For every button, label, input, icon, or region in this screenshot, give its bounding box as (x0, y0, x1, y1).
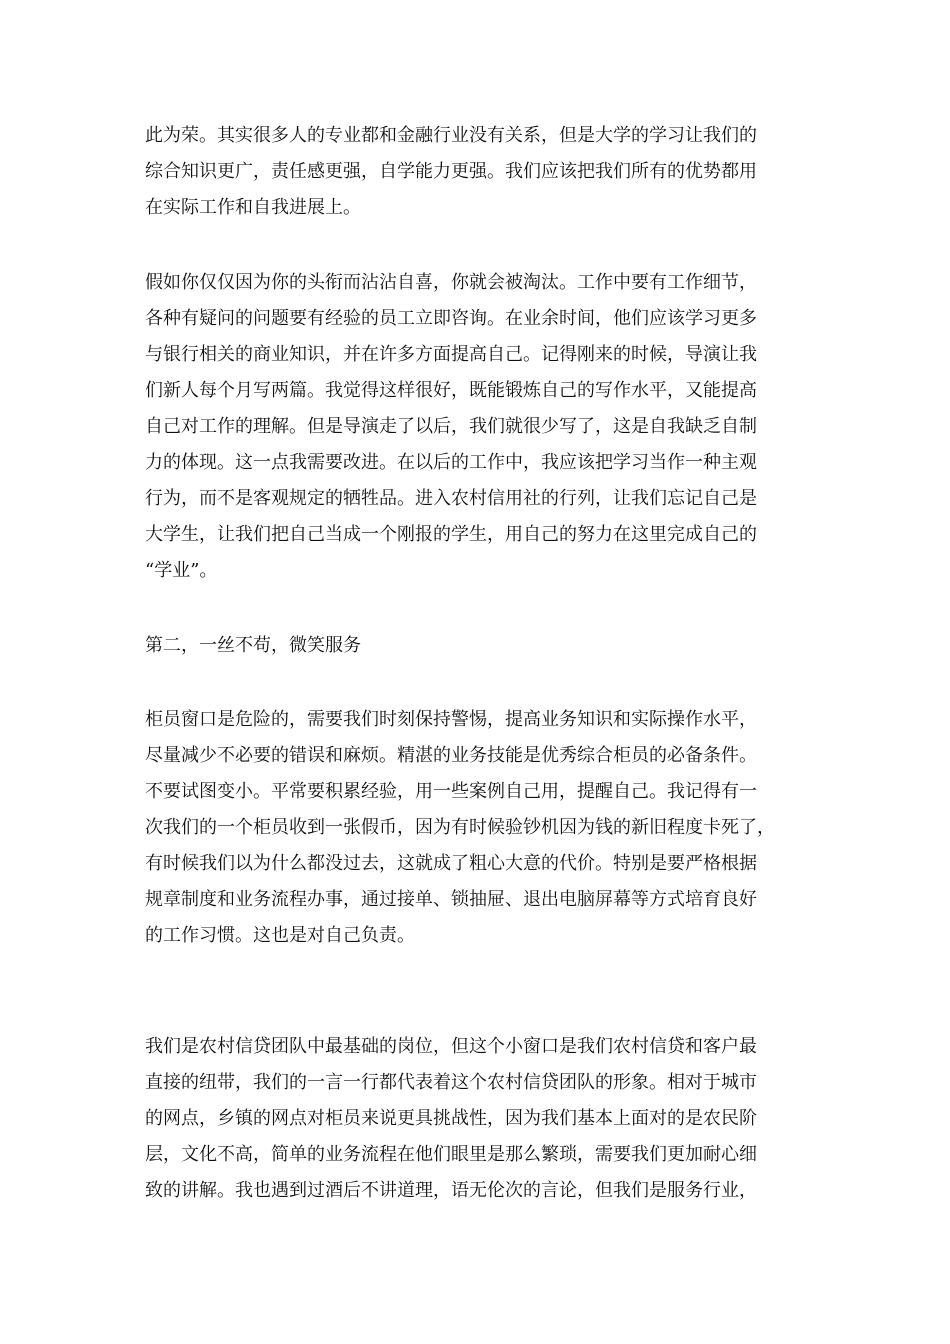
text-line: 直接的纽带，我们的一言一行都代表着这个农村信贷团队的形象。相对于城市 (145, 1072, 757, 1093)
text-line: 尽量减少不必要的错误和麻烦。精湛的业务技能是优秀综合柜员的必备条件。 (145, 745, 757, 766)
text-line: 柜员窗口是危险的，需要我们时刻保持警惕，提高业务知识和实际操作水平， (145, 709, 757, 730)
text-line: 们新人每个月写两篇。我觉得这样很好，既能锻炼自己的写作水平，又能提高 (145, 380, 757, 401)
text-line: 致的讲解。我也遇到过酒后不讲道理，语无伦次的言论，但我们是服务行业， (145, 1180, 757, 1201)
text-line: 规章制度和业务流程办事，通过接单、锁抽屉、退出电脑屏幕等方式培育良好 (145, 889, 757, 910)
section-heading (145, 628, 815, 664)
text-line: 假如你仅仅因为你的头衔而沾沾自喜，你就会被淘汰。工作中要有工作细节， (145, 272, 757, 293)
text-line: 有时候我们以为什么都没过去，这就成了粗心大意的代价。特别是要严格根据 (145, 853, 757, 874)
text-line: 大学生，让我们把自己当成一个刚报的学生，用自己的努力在这里完成自己的 (145, 524, 757, 545)
heading-text: 第二，一丝不苟，微笑服务 (145, 635, 361, 656)
text-line: 的工作习惯。这也是对自己负责。 (145, 925, 415, 946)
text-line: 我们是农村信贷团队中最基础的岗位，但这个小窗口是我们农村信贷和客户最 (145, 1036, 757, 1057)
text-line: 与银行相关的商业知识，并在许多方面提高自己。记得刚来的时候，导演让我 (145, 344, 757, 365)
text-line: 此为荣。其实很多人的专业都和金融行业没有关系，但是大学的学习让我们的 (145, 125, 757, 146)
text-line: 综合知识更广，责任感更强，自学能力更强。我们应该把我们所有的优势都用 (145, 161, 757, 182)
paragraph-2 (145, 265, 815, 589)
text-line: 力的体现。这一点我需要改进。在以后的工作中，我应该把学习当作一种主观 (145, 452, 757, 473)
text-line: 不要试图变小。平常要积累经验，用一些案例自己用，提醒自己。我记得有一 (145, 781, 757, 802)
paragraph-1 (145, 118, 815, 226)
paragraph-4 (145, 1029, 815, 1209)
text-line: 的网点，乡镇的网点对柜员来说更具挑战性，因为我们基本上面对的是农民阶 (145, 1108, 757, 1129)
text-line: “学业”。 (145, 560, 218, 581)
text-line: 层，文化不高，简单的业务流程在他们眼里是那么繁琐，需要我们更加耐心细 (145, 1144, 757, 1165)
text-line: 行为，而不是客观规定的牺牲品。进入农村信用社的行列，让我们忘记自己是 (145, 488, 757, 509)
text-line: 各种有疑问的问题要有经验的员工立即咨询。在业余时间，他们应该学习更多 (145, 308, 757, 329)
text-line: 次我们的一个柜员收到一张假币，因为有时候验钞机因为钱的新旧程度卡死了， (145, 817, 775, 838)
text-line: 自己对工作的理解。但是导演走了以后，我们就很少写了，这是自我缺乏自制 (145, 416, 757, 437)
text-line: 在实际工作和自我进展上。 (145, 197, 361, 218)
paragraph-3 (145, 702, 815, 954)
